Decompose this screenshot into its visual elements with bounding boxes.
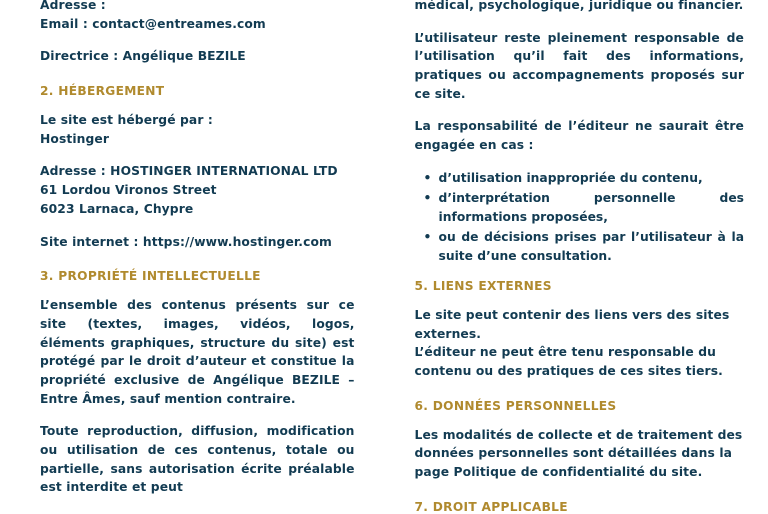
external-links-paragraph: Le site peut contenir des liens vers des sites externes. L’éditeur ne peut être tenu responsable du contenu ou des pratiques de ces sites tiers. xyxy=(414,308,730,379)
personal-data-paragraph: Les modalités de collecte et de traitement des données personnelles sont détaillées dans la page Politique de confidentialité du site. xyxy=(414,427,743,480)
section-heading-hebergement: 2. HÉBERGEMENT xyxy=(40,84,165,99)
hosting-address-paragraph: Adresse : HOSTINGER INTERNATIONAL LTD 61 Lordou Vironos Street 6023 Larnaca, Chypre xyxy=(40,164,338,216)
section-heading-propriete-intellectuelle: 3. PROPRIÉTÉ INTELLECTUELLE xyxy=(40,269,261,284)
intellectual-property-paragraph: L’ensemble des contenus présents sur ce site (textes, images, vidéos, logos, éléments graphiques, structure du site) est protégé par le droit d’auteur et constitue la propriété exclusive de Angélique BEZILE – Entre Âmes, sauf mention contraire. xyxy=(40,298,355,406)
liability-intro-paragraph: La responsabilité de l’éditeur ne saurait être engagée en cas : xyxy=(414,119,744,153)
hosting-provider-paragraph: Le site est hébergé par : Hostinger xyxy=(40,113,213,146)
right-text-column xyxy=(371,0,744,512)
list-item: • ou de décisions prises par l’utilisateur à la suite d’une consultation. xyxy=(437,228,744,265)
list-item: • d’interprétation personnelle des informations proposées, xyxy=(437,189,744,226)
list-item: • d’utilisation inappropriée du contenu, xyxy=(437,169,744,187)
section-heading-liens-externes: 5. LIENS EXTERNES xyxy=(414,279,552,293)
section-heading-donnees-personnelles: 6. DONNÉES PERSONNELLES xyxy=(414,398,617,413)
user-responsibility-paragraph: L’utilisateur reste pleinement responsable de l’utilisation qu’il fait des informations, pratiques ou accompagnements proposés sur ce site. xyxy=(414,30,744,101)
left-text-column xyxy=(40,0,371,512)
director-paragraph: Directrice : Angélique BEZILE xyxy=(40,49,246,64)
hosting-website-paragraph: Site internet : https://www.hostinger.com xyxy=(40,234,332,249)
reproduction-paragraph: Toute reproduction, diffusion, modification ou utilisation de ces contenus, totale ou partielle, sans autorisation écrite préalable est interdite et peut xyxy=(40,424,355,495)
liability-bullet-list xyxy=(415,169,744,265)
continued-paragraph: médical, psychologique, juridique ou financier. xyxy=(414,0,744,12)
section-heading-droit-applicable: 7. DROIT APPLICABLE xyxy=(414,499,568,514)
contact-paragraph: Adresse : Email : contact@entreames.com xyxy=(40,0,266,31)
